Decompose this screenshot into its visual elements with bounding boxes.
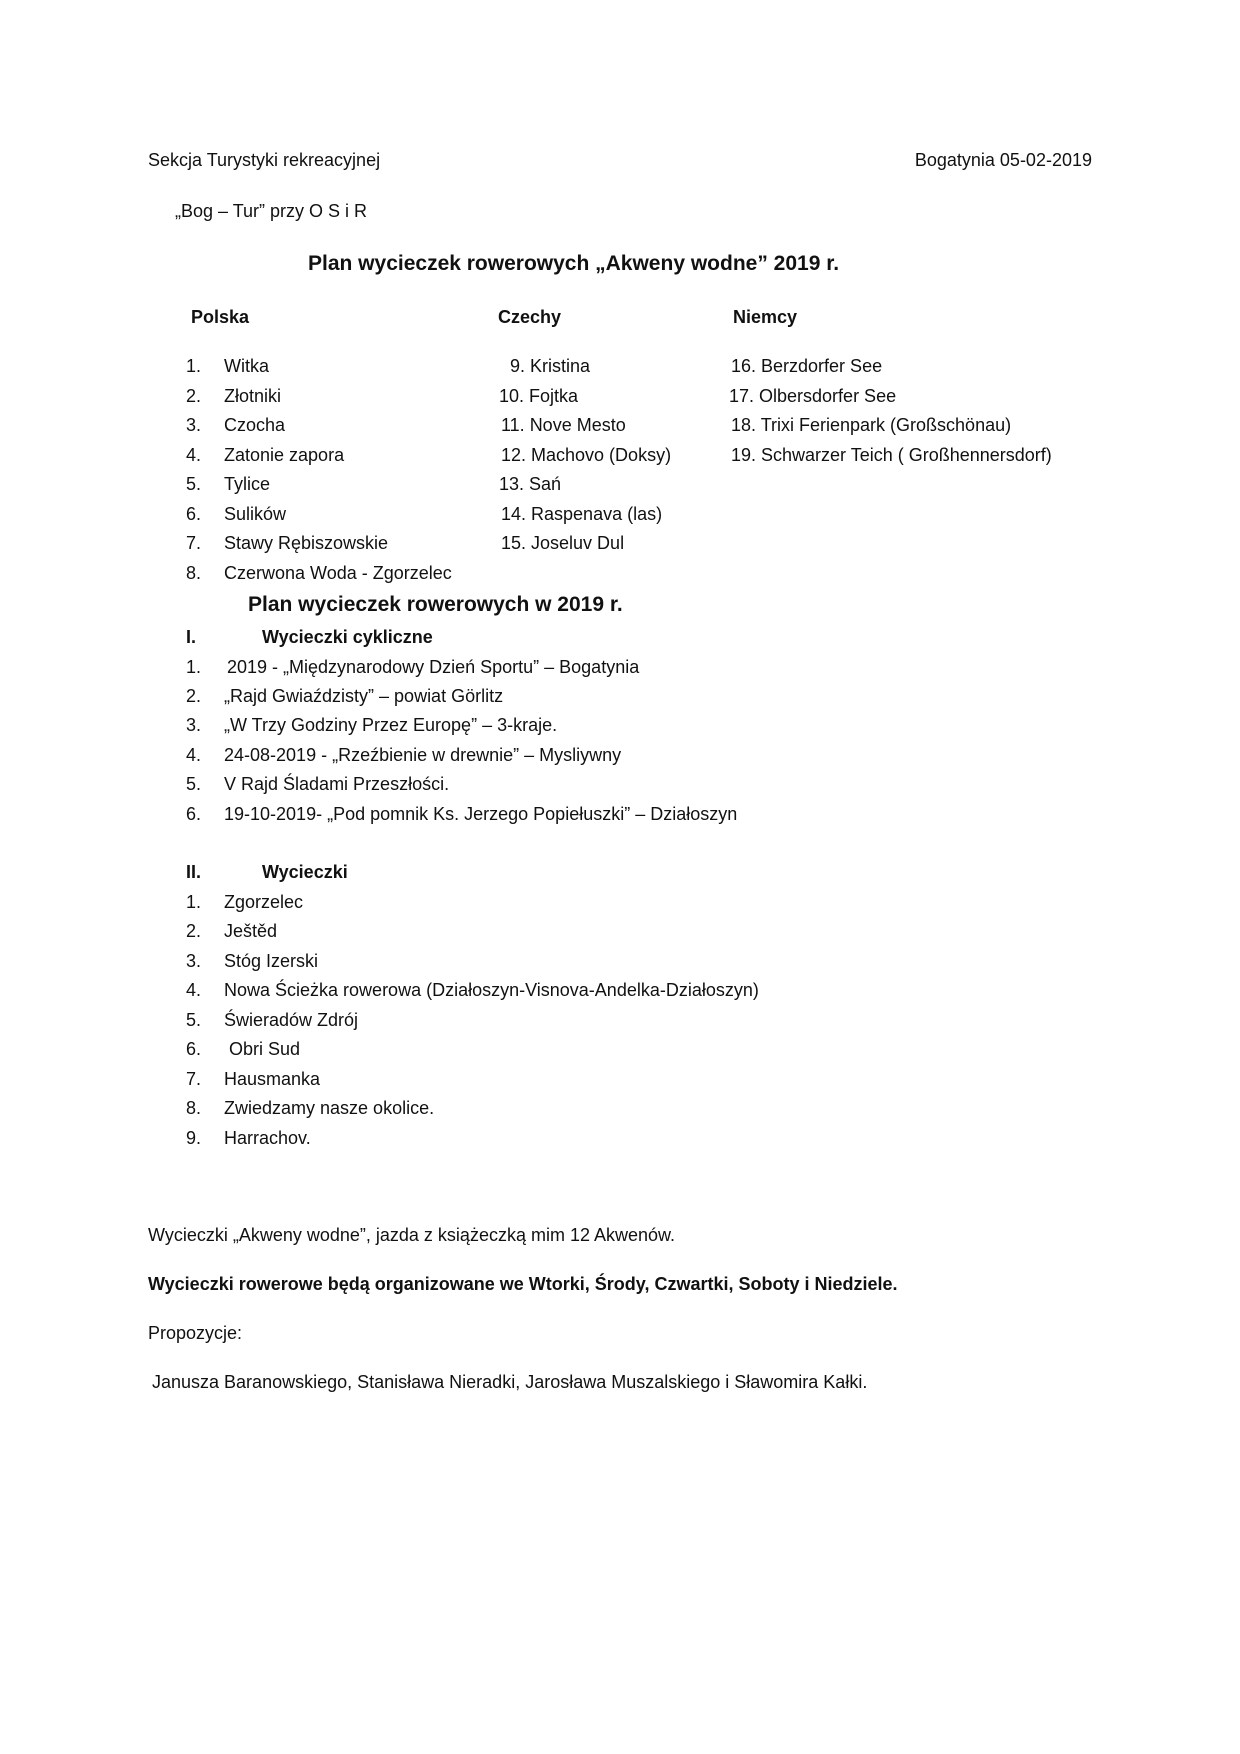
list-number: 7. [186, 533, 202, 553]
list-number: 1. [186, 657, 202, 677]
list-number: 4. [186, 445, 202, 465]
list-number: 5. [186, 474, 202, 494]
proposal-authors: Janusza Baranowskiego, Stanisława Nieradki, Jarosława Muszalskiego i Sławomira Kałki. [152, 1372, 868, 1392]
column-heading-czechy: Czechy [498, 307, 562, 327]
list-item: V Rajd Śladami Przeszłości. [224, 774, 450, 794]
trip-days: Wycieczki rowerowe będą organizowane we Wtorki, Środy, Czwartki, Soboty i Niedziele. [148, 1274, 898, 1294]
akweny-note: Wycieczki „Akweny wodne”, jazda z książeczką mim 12 Akwenów. [148, 1225, 676, 1245]
list-item: Nowa Ścieżka rowerowa (Działoszyn-Visnova-Andelka-Działoszyn) [224, 980, 759, 1000]
column-heading-polska: Polska [191, 307, 250, 327]
list-item: Stóg Izerski [224, 951, 319, 971]
list-item: 24-08-2019 - „Rzeźbienie w drewnie” – Mysliywny [224, 745, 622, 765]
list-number: 6. [186, 804, 202, 824]
list-item: Hausmanka [224, 1069, 321, 1089]
club-name: „Bog – Tur” przy O S i R [175, 201, 368, 221]
list-number: 4. [186, 980, 202, 1000]
section-roman: I. [186, 627, 197, 647]
list-number: 3. [186, 715, 202, 735]
list-item: 9. Kristina [510, 356, 591, 376]
list-item: „W Trzy Godziny Przez Europę” – 3-kraje. [224, 715, 558, 735]
list-number: 7. [186, 1069, 202, 1089]
place-date: Bogatynia 05-02-2019 [914, 150, 1092, 170]
list-number: 9. [186, 1128, 202, 1148]
list-number: 5. [186, 1010, 202, 1030]
list-item: Złotniki [224, 386, 282, 406]
list-number: 6. [186, 1039, 202, 1059]
section-heading: Wycieczki [262, 862, 348, 882]
list-item: 10. Fojtka [499, 386, 579, 406]
list-item: 16. Berzdorfer See [731, 356, 883, 376]
list-item: „Rajd Gwiaździsty” – powiat Görlitz [224, 686, 504, 706]
list-item: 19-10-2019- „Pod pomnik Ks. Jerzego Popiełuszki” – Działoszyn [224, 804, 738, 824]
plan-title: Plan wycieczek rowerowych w 2019 r. [248, 593, 623, 616]
list-number: 4. [186, 745, 202, 765]
list-number: 6. [186, 504, 202, 524]
list-item: 14. Raspenava (las) [501, 504, 663, 524]
list-item: Tylice [224, 474, 271, 494]
list-number: 2. [186, 921, 202, 941]
list-item: 11. Nove Mesto [501, 415, 626, 435]
list-item: 19. Schwarzer Teich ( Großhennersdorf) [731, 445, 1052, 465]
list-item: 17. Olbersdorfer See [729, 386, 897, 406]
column-heading-niemcy: Niemcy [733, 307, 798, 327]
list-item: Sulików [224, 504, 287, 524]
list-number: 3. [186, 951, 202, 971]
list-item: Harrachov. [224, 1128, 311, 1148]
list-number: 8. [186, 563, 202, 583]
section-heading: Wycieczki cykliczne [262, 627, 433, 647]
list-number: 3. [186, 415, 202, 435]
list-number: 8. [186, 1098, 202, 1118]
list-item: 15. Joseluv Dul [501, 533, 625, 553]
list-item: 12. Machovo (Doksy) [501, 445, 672, 465]
list-item: 2019 - „Międzynarodowy Dzień Sportu” – Bogatynia [227, 657, 640, 677]
list-item: Witka [224, 356, 269, 376]
list-item: Zgorzelec [224, 892, 304, 912]
akweny-title: Plan wycieczek rowerowych „Akweny wodne” 2019 r. [308, 252, 840, 275]
proposals-label: Propozycje: [148, 1323, 243, 1343]
list-item: 13. Sań [499, 474, 562, 494]
section-name: Sekcja Turystyki rekreacyjnej [148, 150, 381, 170]
list-number: 1. [186, 892, 202, 912]
list-number: 2. [186, 686, 202, 706]
list-number: 1. [186, 356, 202, 376]
list-item: Obri Sud [224, 1039, 301, 1059]
list-item: Czerwona Woda - Zgorzelec [224, 563, 452, 583]
list-item: 18. Trixi Ferienpark (Großschönau) [731, 415, 1012, 435]
list-item: Zatonie zapora [224, 445, 345, 465]
list-number: 2. [186, 386, 202, 406]
list-item: Ještěd [224, 921, 278, 941]
section-roman: II. [186, 862, 202, 882]
list-item: Świeradów Zdrój [224, 1010, 359, 1030]
list-number: 5. [186, 774, 202, 794]
list-item: Czocha [224, 415, 286, 435]
list-item: Stawy Rębiszowskie [224, 533, 389, 553]
list-item: Zwiedzamy nasze okolice. [224, 1098, 435, 1118]
